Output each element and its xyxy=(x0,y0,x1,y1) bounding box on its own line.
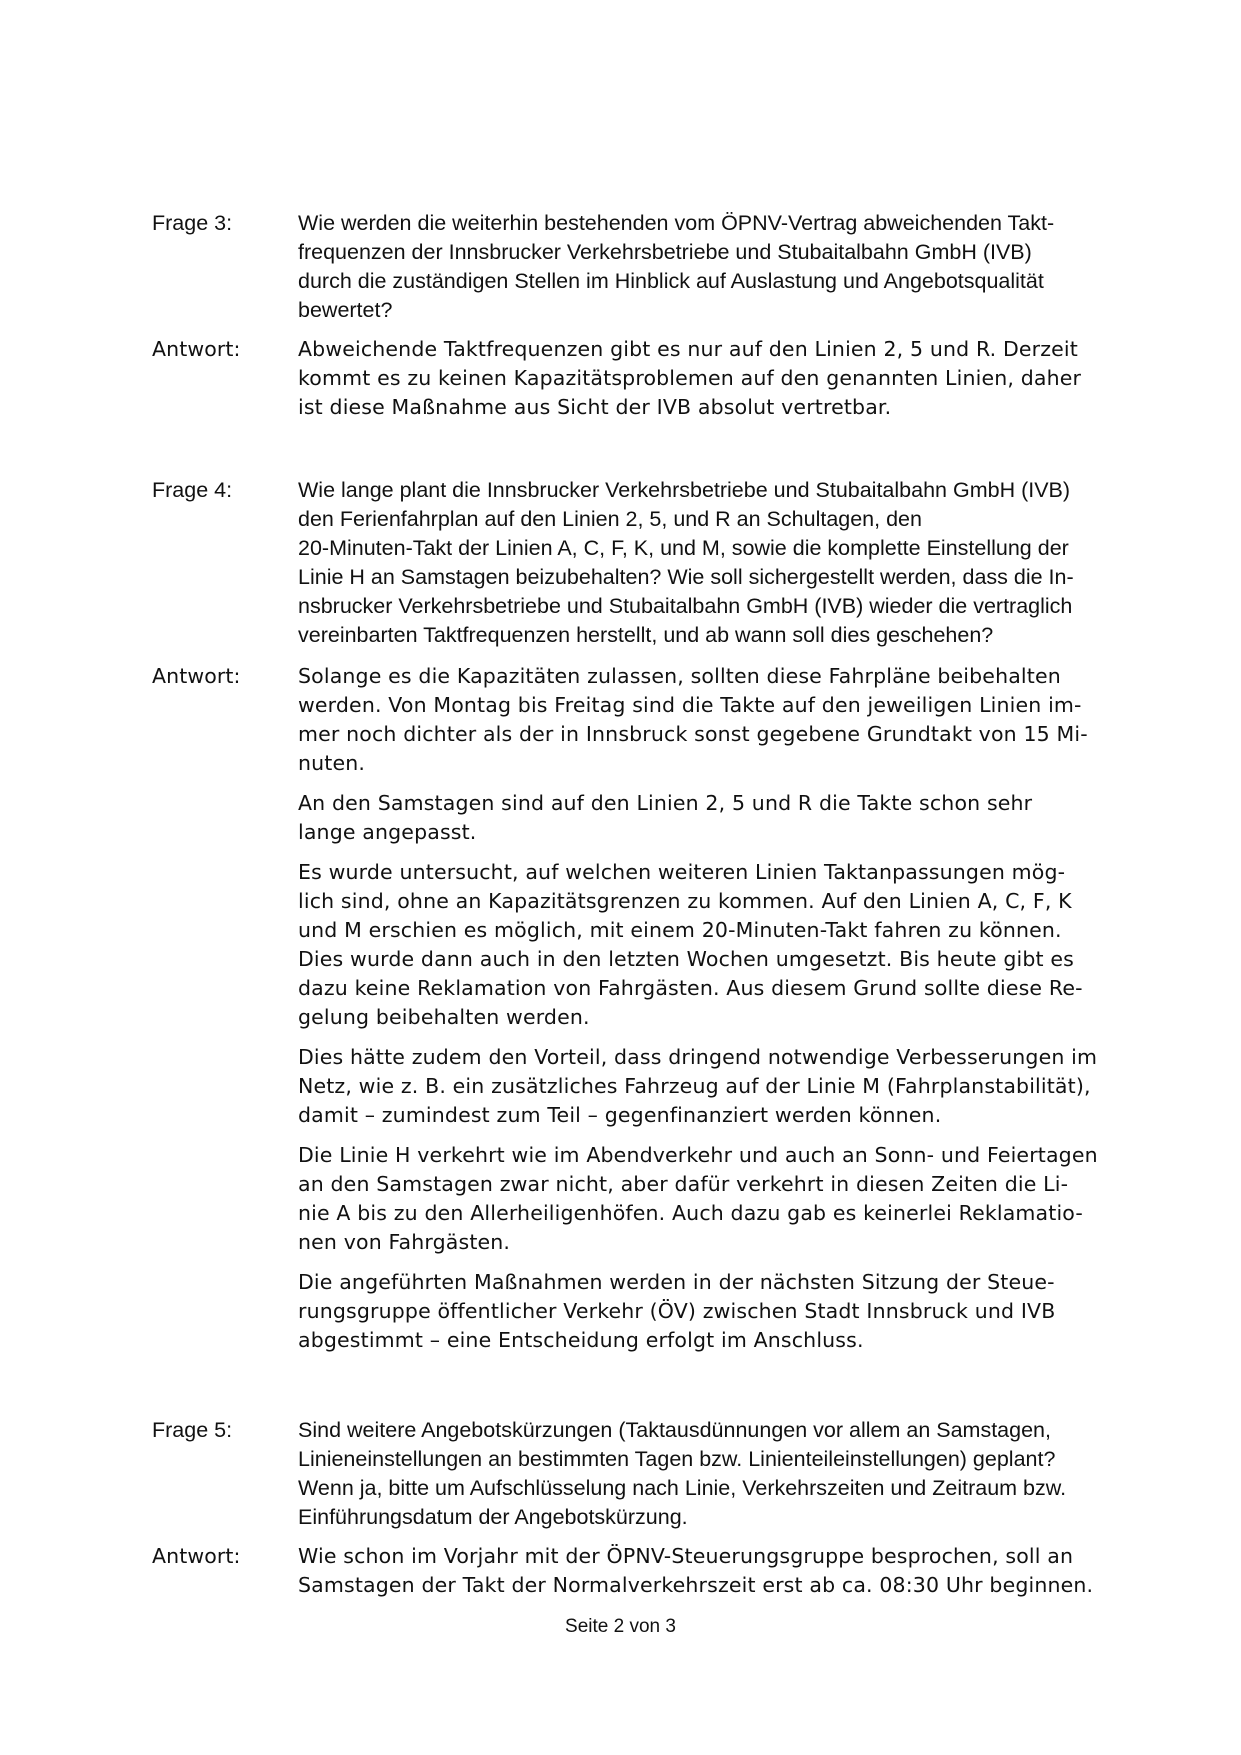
text-line: damit – zumindest zum Teil – gegenfinanziert werden können. xyxy=(298,1103,942,1127)
text-line: 20-Minuten-Takt der Linien A, C, F, K, und M, sowie die komplette Einstellung der xyxy=(298,536,1069,560)
answer-paragraph xyxy=(298,789,1241,847)
question-3-label: Frage 3: xyxy=(152,211,233,235)
question-5-text xyxy=(298,1416,1241,1532)
text-line: Es wurde untersucht, auf welchen weiteren Linien Taktanpassungen mög- xyxy=(298,860,1066,884)
text-line: und M erschien es möglich, mit einem 20-Minuten-Takt fahren zu können. xyxy=(298,918,1062,942)
text-line: Einführungsdatum der Angebotskürzung. xyxy=(298,1505,688,1529)
text-line: Dies hätte zudem den Vorteil, dass dringend notwendige Verbesserungen im xyxy=(298,1045,1098,1069)
text-line: Wie schon im Vorjahr mit der ÖPNV-Steuerungsgruppe besprochen, soll an xyxy=(298,1544,1074,1568)
answer-3-text xyxy=(298,335,1241,433)
text-line: Sind weitere Angebotskürzungen (Taktausdünnungen vor allem an Samstagen, xyxy=(298,1418,1051,1442)
answer-paragraph xyxy=(298,1268,1241,1355)
answer-5-label: Antwort: xyxy=(152,1544,241,1568)
text-line: lange angepasst. xyxy=(298,820,477,844)
text-line: rungsgruppe öffentlicher Verkehr (ÖV) zwischen Stadt Innsbruck und IVB xyxy=(298,1299,1056,1323)
text-line: nsbrucker Verkehrsbetriebe und Stubaitalbahn GmbH (IVB) wieder die vertraglich xyxy=(298,594,1073,618)
question-5-label: Frage 5: xyxy=(152,1418,233,1442)
text-line: bewertet? xyxy=(298,298,393,322)
question-3-text xyxy=(298,209,1241,325)
text-line: werden. Von Montag bis Freitag sind die Takte auf den jeweiligen Linien im- xyxy=(298,693,1082,717)
page-number-footer: Seite 2 von 3 xyxy=(565,1616,676,1637)
answer-paragraph xyxy=(298,335,1241,422)
answer-3-label: Antwort: xyxy=(152,337,241,361)
text-line: frequenzen der Innsbrucker Verkehrsbetriebe und Stubaitalbahn GmbH (IVB) xyxy=(298,240,1032,264)
text-line: abgestimmt – eine Entscheidung erfolgt im Anschluss. xyxy=(298,1328,864,1352)
text-line: vereinbarten Taktfrequenzen herstellt, und ab wann soll dies geschehen? xyxy=(298,623,994,647)
text-line: dazu keine Reklamation von Fahrgästen. Aus diesem Grund sollte diese Re- xyxy=(298,976,1083,1000)
answer-paragraph xyxy=(298,1043,1241,1130)
text-line: Solange es die Kapazitäten zulassen, sollten diese Fahrpläne beibehalten xyxy=(298,664,1061,688)
answer-4-label: Antwort: xyxy=(152,664,241,688)
text-line: ist diese Maßnahme aus Sicht der IVB absolut vertretbar. xyxy=(298,395,892,419)
text-line: nie A bis zu den Allerheiligenhöfen. Auch dazu gab es keinerlei Reklamatio- xyxy=(298,1201,1083,1225)
text-line: kommt es zu keinen Kapazitätsproblemen auf den genannten Linien, daher xyxy=(298,366,1082,390)
text-line: gelung beibehalten werden. xyxy=(298,1005,590,1029)
text-line: Dies wurde dann auch in den letzten Wochen umgesetzt. Bis heute gibt es xyxy=(298,947,1074,971)
text-line: Wenn ja, bitte um Aufschlüsselung nach Linie, Verkehrszeiten und Zeitraum bzw. xyxy=(298,1476,1067,1500)
text-line: durch die zuständigen Stellen im Hinblick auf Auslastung und Angebotsqualität xyxy=(298,269,1044,293)
text-line: Die angeführten Maßnahmen werden in der nächsten Sitzung der Steue- xyxy=(298,1270,1055,1294)
text-line: Netz, wie z. B. ein zusätzliches Fahrzeug auf der Linie M (Fahrplanstabilität), xyxy=(298,1074,1091,1098)
text-line: An den Samstagen sind auf den Linien 2, 5 und R die Takte schon sehr xyxy=(298,791,1033,815)
question-4-label: Frage 4: xyxy=(152,478,233,502)
text-line: an den Samstagen zwar nicht, aber dafür verkehrt in diesen Zeiten die Li- xyxy=(298,1172,1069,1196)
text-line: mer noch dichter als der in Innsbruck sonst gegebene Grundtakt von 15 Mi- xyxy=(298,722,1088,746)
answer-paragraph xyxy=(298,662,1241,778)
answer-paragraph xyxy=(298,1542,1241,1600)
text-line: Wie werden die weiterhin bestehenden vom ÖPNV-Vertrag abweichenden Takt- xyxy=(298,211,1055,235)
answer-paragraph xyxy=(298,1141,1241,1257)
text-line: nen von Fahrgästen. xyxy=(298,1230,511,1254)
answer-5-text xyxy=(298,1542,1241,1611)
text-line: nuten. xyxy=(298,751,366,775)
text-line: Linie H an Samstagen beizubehalten? Wie soll sichergestellt werden, dass die In- xyxy=(298,565,1074,589)
text-line: Linieneinstellungen an bestimmten Tagen bzw. Linienteileinstellungen) geplant? xyxy=(298,1447,1056,1471)
text-line: den Ferienfahrplan auf den Linien 2, 5, und R an Schultagen, den xyxy=(298,507,922,531)
text-line: Abweichende Taktfrequenzen gibt es nur auf den Linien 2, 5 und R. Derzeit xyxy=(298,337,1078,361)
text-line: Die Linie H verkehrt wie im Abendverkehr und auch an Sonn- und Feiertagen xyxy=(298,1143,1098,1167)
text-line: lich sind, ohne an Kapazitätsgrenzen zu kommen. Auf den Linien A, C, F, K xyxy=(298,889,1072,913)
text-line: Samstagen der Takt der Normalverkehrszeit erst ab ca. 08:30 Uhr beginnen. xyxy=(298,1573,1094,1597)
answer-paragraph xyxy=(298,858,1241,1032)
text-line: Wie lange plant die Innsbrucker Verkehrsbetriebe und Stubaitalbahn GmbH (IVB) xyxy=(298,478,1071,502)
answer-4-text xyxy=(298,662,1241,1366)
question-4-text xyxy=(298,476,1241,650)
